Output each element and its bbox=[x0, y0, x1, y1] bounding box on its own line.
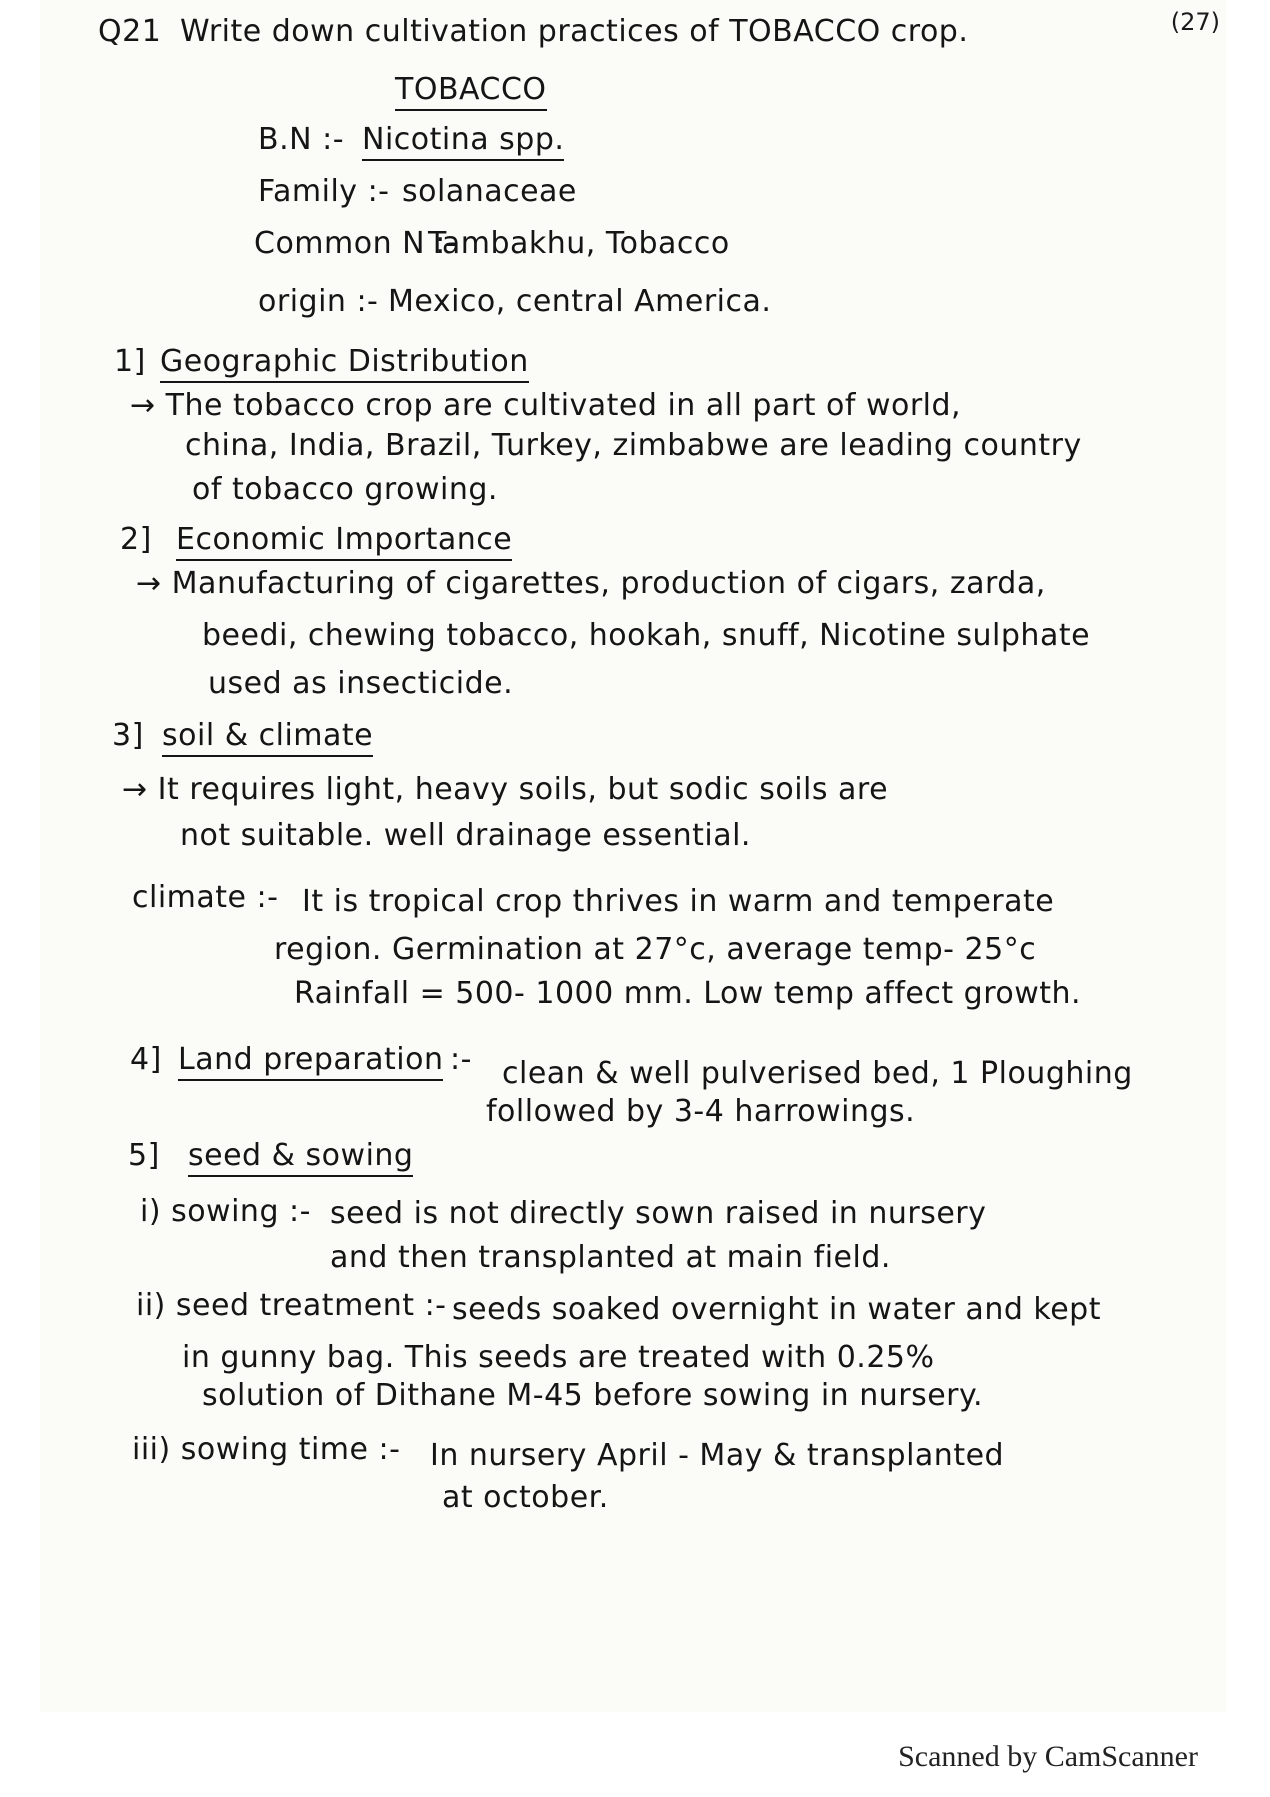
crop-title: TOBACCO bbox=[395, 72, 547, 111]
scanned-page bbox=[40, 0, 1226, 1712]
sowing-time-line: at october. bbox=[442, 1480, 609, 1515]
section-1-line: → The tobacco crop are cultivated in all part of world, bbox=[130, 388, 962, 423]
sowing-line: and then transplanted at main field. bbox=[330, 1240, 891, 1275]
climate-line: region. Germination at 27°c, average temp- 25°c bbox=[274, 932, 1037, 967]
section-1-title: Geographic Distribution bbox=[160, 344, 529, 383]
section-4-line: followed by 3-4 harrowings. bbox=[486, 1094, 916, 1129]
botanical-name-label: B.N :- bbox=[258, 122, 345, 157]
sowing-time-line: In nursery April - May & transplanted bbox=[430, 1438, 1005, 1473]
section-1-number: 1] bbox=[114, 344, 146, 379]
section-4-line: clean & well pulverised bed, 1 Ploughing bbox=[502, 1056, 1133, 1091]
section-4-separator: :- bbox=[450, 1042, 472, 1077]
sowing-label: i) sowing :- bbox=[140, 1194, 311, 1229]
origin-label: origin :- bbox=[258, 284, 379, 319]
sowing-line: seed is not directly sown raised in nursery bbox=[330, 1196, 987, 1231]
seed-treatment-line: solution of Dithane M-45 before sowing in nursery. bbox=[202, 1378, 984, 1413]
section-3-line: not suitable. well drainage essential. bbox=[180, 818, 751, 853]
section-5-number: 5] bbox=[128, 1138, 160, 1173]
section-3-number: 3] bbox=[112, 718, 144, 753]
section-1-line: of tobacco growing. bbox=[192, 472, 498, 507]
seed-treatment-label: ii) seed treatment :- bbox=[136, 1288, 447, 1323]
sowing-time-label: iii) sowing time :- bbox=[132, 1432, 401, 1467]
family-value: solanaceae bbox=[402, 174, 577, 209]
question-text: Write down cultivation practices of TOBACCO crop. bbox=[180, 14, 969, 49]
seed-treatment-line: seeds soaked overnight in water and kept bbox=[452, 1292, 1101, 1327]
climate-label: climate :- bbox=[132, 880, 279, 915]
section-2-line: used as insecticide. bbox=[208, 666, 514, 701]
page-number: (27) bbox=[1170, 8, 1220, 36]
climate-line: Rainfall = 500- 1000 mm. Low temp affect growth. bbox=[294, 976, 1082, 1011]
section-2-line: beedi, chewing tobacco, hookah, snuff, Nicotine sulphate bbox=[202, 618, 1091, 653]
seed-treatment-line: in gunny bag. This seeds are treated with 0.25% bbox=[182, 1340, 935, 1375]
section-2-title: Economic Importance bbox=[176, 522, 512, 561]
section-4-number: 4] bbox=[130, 1042, 162, 1077]
section-5-title: seed & sowing bbox=[188, 1138, 413, 1177]
family-label: Family :- bbox=[258, 174, 390, 209]
common-name-label: Common N :- bbox=[254, 226, 458, 261]
section-2-line: → Manufacturing of cigarettes, production of cigars, zarda, bbox=[136, 566, 1046, 601]
section-4-title: Land preparation bbox=[178, 1042, 443, 1081]
section-3-title: soil & climate bbox=[162, 718, 373, 757]
scanner-watermark: Scanned by CamScanner bbox=[898, 1740, 1198, 1773]
section-1-line: china, India, Brazil, Turkey, zimbabwe are leading country bbox=[185, 428, 1082, 463]
botanical-name: Nicotina spp. bbox=[362, 122, 564, 161]
section-3-line: → It requires light, heavy soils, but sodic soils are bbox=[122, 772, 889, 807]
origin-value: Mexico, central America. bbox=[388, 284, 772, 319]
climate-line: It is tropical crop thrives in warm and temperate bbox=[302, 884, 1055, 919]
section-2-number: 2] bbox=[120, 522, 152, 557]
common-name-value: Tambakhu, Tobacco bbox=[428, 226, 730, 261]
question-number: Q21 bbox=[98, 14, 162, 49]
scanner-footer bbox=[0, 1712, 1270, 1797]
